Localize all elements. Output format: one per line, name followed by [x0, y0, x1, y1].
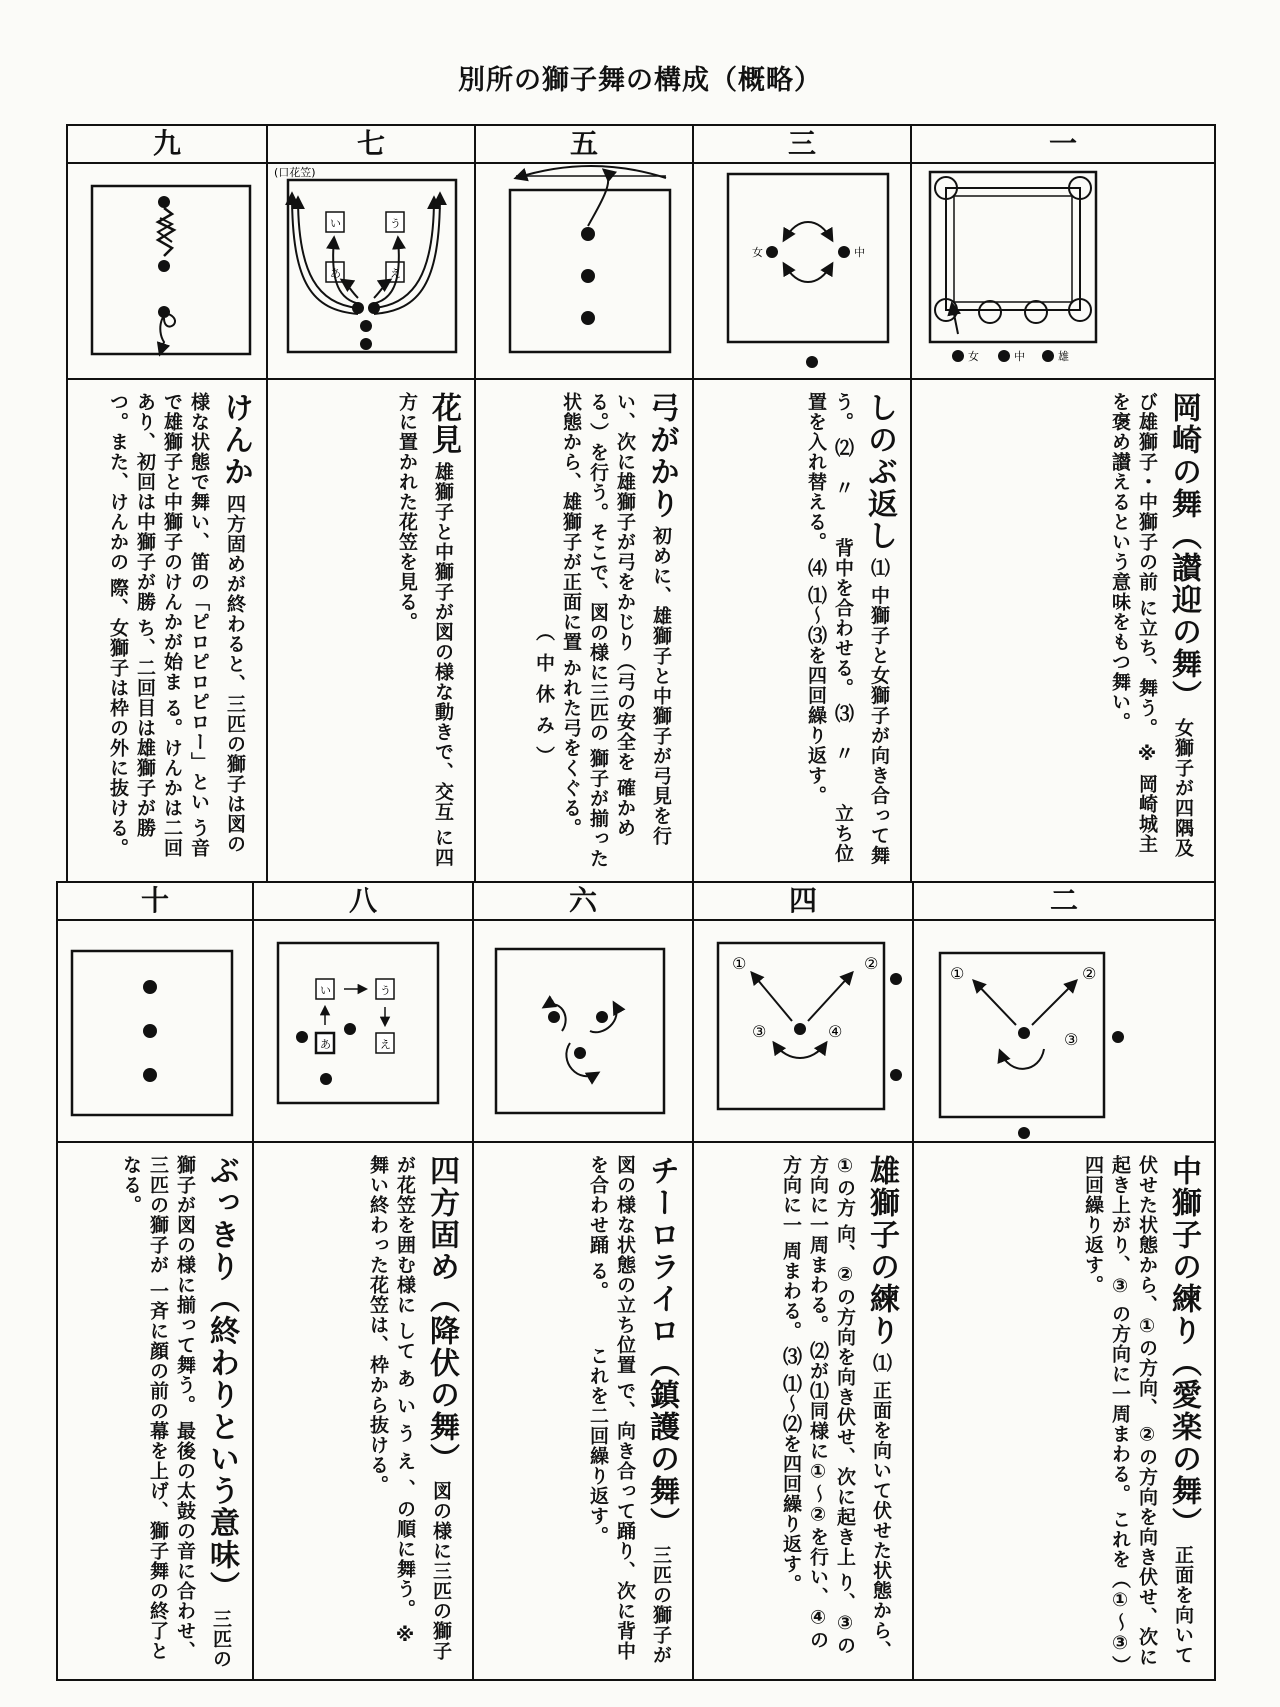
direction-2: ② — [864, 954, 879, 973]
circle-arrow — [774, 1043, 826, 1058]
fight-zigzag — [158, 208, 174, 256]
swap-arrow — [784, 222, 832, 240]
section-number: 六 — [474, 883, 692, 921]
oshishi-neri-diagram — [694, 921, 912, 1141]
section-number: 二 — [914, 883, 1214, 921]
section-3 — [694, 126, 912, 883]
lion-dot — [581, 311, 595, 325]
text-line: 確かめる。）を行う。そこで、図の様に三匹の — [587, 392, 636, 838]
direction-arrow — [808, 973, 852, 1021]
lion-dot — [296, 1031, 308, 1043]
lion-dot — [1018, 1127, 1030, 1139]
svg-text:う: う — [390, 217, 401, 230]
bottom-row — [56, 881, 1216, 1681]
lion-dot — [158, 196, 170, 208]
direction-arrow — [1032, 981, 1076, 1025]
text-line: 三匹の獅子が図の様に揃って舞う。 — [174, 1155, 232, 1669]
text-line: 正面を向いて伏せた状態から、①の方向、 — [1136, 1155, 1194, 1665]
text-line: 際、女獅子は枠の外に抜ける。 — [107, 577, 129, 858]
section-number: 七 — [268, 126, 474, 164]
exit-arrow — [160, 314, 175, 354]
direction-3: ③ — [752, 1022, 767, 1041]
text-line: 最後の太鼓の音に合わせ、三匹の獅子が — [147, 1155, 196, 1661]
section-10 — [58, 883, 254, 1679]
hanami-diagram — [268, 164, 474, 378]
text-line: かれた弓をくぐる。 — [560, 657, 582, 838]
text-line: 三匹の獅子が図の様な状態の立ち位置 — [614, 1155, 672, 1665]
svg-text:あ: あ — [320, 1038, 331, 1051]
section-5 — [476, 126, 694, 883]
corner-circle — [979, 301, 1001, 323]
direction-4: ④ — [828, 1022, 843, 1041]
direction-1: ① — [732, 954, 747, 973]
svg-text:雄: 雄 — [1058, 350, 1069, 363]
section-text — [914, 1143, 1214, 1679]
text-line: 獅子が揃った状態から、雄獅子が正面に置 — [560, 392, 609, 869]
lion-dot — [143, 980, 157, 994]
section-9 — [68, 126, 268, 883]
text-line: して あ い う え 、の順に舞う。 — [394, 1320, 416, 1619]
section-number: 四 — [694, 883, 912, 921]
section-number: 三 — [694, 126, 910, 164]
text-line: ⑵が⑴同様に①～②を行い、④の方向に一 — [780, 1155, 829, 1650]
lion-dot — [838, 246, 850, 258]
pass-arrow — [588, 170, 608, 226]
section-text — [474, 1143, 692, 1679]
section-number: 一 — [912, 126, 1214, 164]
top-row — [66, 124, 1216, 883]
text-line: ⑶ 〃 立ち位置を入れ替える。 — [805, 392, 854, 864]
lion-dot — [368, 302, 380, 314]
lion-dot — [360, 320, 372, 332]
lion-dot — [766, 246, 778, 258]
lion-dot — [360, 338, 372, 350]
lion-dot — [574, 1047, 586, 1059]
stage-frame — [278, 943, 438, 1103]
text-line: い、次に雄獅子が弓をかじり（弓の安全を — [614, 392, 636, 772]
text-line: なる。 — [120, 1155, 142, 1215]
stage-frame — [496, 949, 664, 1113]
lion-dot — [890, 1069, 902, 1081]
text-line: これを（①～③）四回繰り返す。 — [1082, 1155, 1131, 1666]
text-line: ⑴ 中獅子と女獅子が向き合って舞う。 — [832, 392, 890, 866]
section-number: 十 — [58, 883, 252, 921]
nakajishi-neri-diagram — [914, 921, 1214, 1141]
text-line: これを二回繰り返す。 — [587, 1346, 609, 1547]
svg-text:う: う — [380, 984, 391, 997]
text-line: ②の方向を向き伏せ、次に起き上がり、③ — [1109, 1155, 1158, 1667]
stage-frame — [92, 186, 250, 354]
lion-dot — [1112, 1031, 1124, 1043]
svg-text:あ: あ — [330, 267, 341, 280]
section-diagram — [694, 164, 910, 380]
lion-dot — [581, 227, 595, 241]
section-diagram — [912, 164, 1214, 380]
text-line: に四方に置かれた花笠を見る。 — [396, 392, 454, 868]
stage-frame — [288, 180, 456, 352]
text-line: ⑶ ⑴～⑵を四回繰り返す。 — [780, 1346, 802, 1594]
section-text — [694, 1143, 912, 1679]
svg-text:い: い — [330, 217, 341, 230]
text-line: ⑴ 正面を向いて伏せた状態から、①の方 — [834, 1155, 892, 1661]
lion-dot — [596, 1011, 608, 1023]
shinobugaeshi-diagram — [694, 164, 910, 378]
okazaki-diagram — [912, 164, 1214, 378]
text-line: 図の様に三匹の獅子が花笠を囲む様に — [394, 1155, 452, 1661]
text-line: 周まわる。 — [780, 1240, 802, 1341]
direction-1: ① — [950, 964, 965, 983]
section-title: 岡崎の舞（讃迎の舞） — [1166, 392, 1201, 712]
lion-dot — [158, 260, 170, 272]
text-line: ⑵ 〃 背中を合わせる。 — [832, 437, 854, 698]
svg-text:え: え — [390, 267, 401, 280]
section-diagram — [254, 921, 472, 1143]
route-line — [954, 196, 1072, 302]
text-line: 一斉に顔の前の幕を上げ、獅子舞の終了と — [147, 1280, 169, 1661]
female-label: 女 — [752, 246, 763, 259]
section-number: 五 — [476, 126, 692, 164]
corner-circle — [1025, 301, 1047, 323]
kenka-diagram — [68, 164, 266, 378]
lion-dot — [1042, 350, 1054, 362]
lion-dot — [581, 269, 595, 283]
svg-text:え: え — [380, 1038, 391, 1051]
lion-dot — [952, 350, 964, 362]
text-line: ち、二回目は雄獅子が勝つ。また、けんかの — [107, 392, 156, 838]
text-line: 雄獅子と中獅子が図の様な動きで、交互 — [432, 461, 454, 822]
section-title: チーロライロ（鎮護の舞） — [644, 1155, 679, 1539]
lion-dot — [352, 302, 364, 314]
section-diagram — [58, 921, 252, 1143]
section-text — [476, 380, 692, 883]
lion-dot — [548, 1011, 560, 1023]
section-text — [694, 380, 910, 883]
section-text — [254, 1143, 472, 1679]
lion-dot — [344, 1023, 356, 1035]
text-line: 四方固めが終わると、三匹の獅子は図の — [224, 493, 246, 854]
section-title: 花見 — [426, 392, 461, 456]
route-line — [946, 188, 1080, 310]
text-note: ※ 岡崎城主を褒め讃えるという意味をもつ舞い。 — [1109, 392, 1158, 854]
hanagasa-legend: (口花笠) — [274, 166, 316, 179]
chiiroairo-diagram — [474, 921, 692, 1141]
section-text — [58, 1143, 252, 1679]
lion-dot — [1018, 1027, 1030, 1039]
middle-label: 中 — [854, 246, 865, 259]
section-2 — [914, 883, 1214, 1679]
text-line: 女獅子が四隅及び雄獅子・中獅子の前 — [1136, 392, 1194, 858]
text-line: 様な状態で舞い、笛の「ピロピロピロー」とい — [188, 392, 210, 812]
section-1 — [912, 126, 1214, 883]
section-6 — [474, 883, 694, 1679]
section-title: 四方固め（降伏の舞） — [424, 1155, 459, 1475]
section-title: 中獅子の練り（愛楽の舞） — [1166, 1155, 1201, 1539]
section-title: 弓がかり — [644, 392, 679, 520]
section-number: 九 — [68, 126, 266, 164]
yumigakari-diagram — [476, 164, 692, 378]
svg-text:女: 女 — [968, 350, 979, 363]
direction-arrow — [974, 981, 1016, 1025]
section-diagram — [476, 164, 692, 380]
section-number: 八 — [254, 883, 472, 921]
text-line: う音で雄獅子と中獅子のけんかが始ま — [161, 392, 210, 858]
section-text — [268, 380, 474, 883]
section-title: 雄獅子の練り — [864, 1155, 899, 1347]
lion-dot — [890, 973, 902, 985]
section-7 — [268, 126, 476, 883]
document-title: 別所の獅子舞の構成（概略） — [458, 65, 822, 96]
lion-dot — [143, 1024, 157, 1038]
direction-2: ② — [1082, 964, 1097, 983]
lion-dot — [794, 1023, 806, 1035]
lion-dot — [143, 1068, 157, 1082]
section-title: ぶっきり（終わりという意味） — [204, 1155, 239, 1603]
text-line: 向、②の方向を向き伏せ、次に起き上 — [834, 1223, 856, 1567]
lion-dot — [806, 356, 818, 368]
text-line: の方向に一周まわる。 — [1109, 1303, 1131, 1504]
lion-dot — [320, 1073, 332, 1085]
section-8 — [254, 883, 474, 1679]
section-diagram — [268, 164, 474, 380]
section-diagram — [694, 921, 912, 1143]
text-line: る。けんかは二回あり、初回は中獅子が勝 — [134, 392, 183, 858]
bukkiri-diagram — [58, 921, 252, 1141]
direction-arrow — [752, 973, 792, 1021]
text-line: で、向き合って踊り、次に背中を合わせ踊 — [587, 1155, 636, 1661]
text-line: り、③の方向に一周まわる。 — [807, 1155, 856, 1656]
section-title: けんか — [218, 392, 253, 488]
svg-text:中: 中 — [1014, 350, 1025, 363]
section-diagram — [914, 921, 1214, 1143]
section-text — [68, 380, 266, 883]
break-note: （中休み） — [533, 622, 555, 777]
shihogatame-diagram — [254, 921, 472, 1141]
circle-arrow — [1000, 1049, 1044, 1069]
direction-3: ③ — [1064, 1030, 1079, 1049]
section-diagram — [68, 164, 266, 380]
lion-dot — [998, 350, 1010, 362]
text-line: ⑷ ⑴～⑶を四回繰り返す。 — [805, 557, 827, 806]
svg-text:い: い — [320, 984, 331, 997]
text-line: に立ち、舞う。 — [1136, 597, 1158, 738]
swap-arrow — [784, 264, 832, 282]
text-line: 初めに、雄獅子と中獅子が弓見を行 — [650, 525, 672, 846]
section-diagram — [474, 921, 692, 1143]
text-line: る。 — [587, 1260, 609, 1301]
text-note: ※ 舞い終わった花笠は、枠から抜ける。 — [367, 1155, 416, 1648]
section-4 — [694, 883, 914, 1679]
section-text — [912, 380, 1214, 883]
section-title: しのぶ返し — [862, 392, 897, 552]
